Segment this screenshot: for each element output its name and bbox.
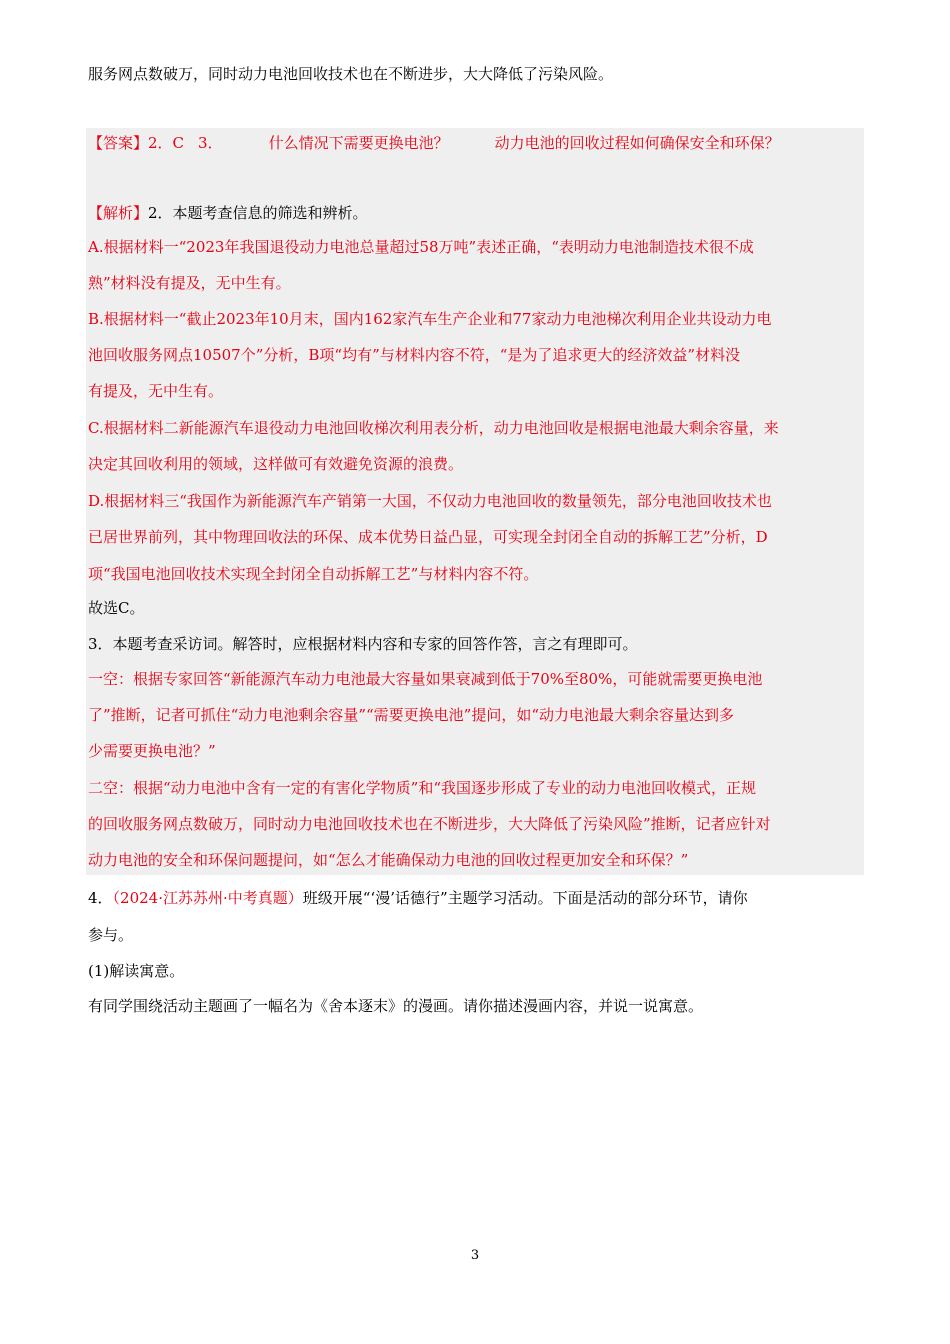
analysis-c-line2: 决定其回收利用的领域，这样做可有效避免资源的浪费。 xyxy=(88,455,464,473)
analysis-c-line1: C.根据材料二新能源汽车退役动力电池回收梯次利用表分析，动力电池回收是根据电池最大剩余容量，来 xyxy=(88,419,779,437)
analysis-b-line2: 池回收服务网点10507个”分析，B项“均有”与材料内容不符，“是为了追求更大的经济效益”材料没 xyxy=(88,346,741,364)
analysis-tag: 【解析】 xyxy=(88,204,149,222)
analysis-head-line xyxy=(88,203,368,223)
analysis-d-line1: D.根据材料三“我国作为新能源汽车产销第一大国，不仅动力电池回收的数量领先，部分电池回收技术也 xyxy=(88,492,772,510)
analysis-choice: 故选C。 xyxy=(88,599,145,617)
analysis-head: 2．本题考查信息的筛选和辨析。 xyxy=(148,204,368,222)
analysis-blank1-line1: 一空：根据专家回答“新能源汽车动力电池最大容量如果衰减到低于70%至80%，可能就需要更换电池 xyxy=(88,670,763,688)
analysis-d-line3: 项“我国电池回收技术实现全封闭全自动拆解工艺”与材料内容不符。 xyxy=(88,565,539,583)
analysis-blank2-line1: 二空：根据“动力电池中含有一定的有害化学物质”和“我国逐步形成了专业的动力电池回收模式，正规 xyxy=(88,779,757,797)
analysis-blank2-line3: 动力电池的安全和环保问题提问，如“怎么才能确保动力电池的回收过程更加安全和环保？” xyxy=(88,851,689,869)
answer-q3-part2: 动力电池的回收过程如何确保安全和环保？ xyxy=(494,134,780,152)
answer-line xyxy=(88,133,780,153)
analysis-a-line2: 熟”材料没有提及，无中生有。 xyxy=(88,274,291,292)
question4-line2: 参与。 xyxy=(88,926,134,944)
analysis-blank2-line2: 的回收服务网点数破万，同时动力电池回收技术也在不断进步，大大降低了污染风险”推断，记者应针对 xyxy=(88,815,771,833)
question4-number: 4． xyxy=(88,889,113,907)
question4-sub1: (1)解读寓意。 xyxy=(88,962,185,980)
question4-source: （2024·江苏苏州·中考真题） xyxy=(112,889,303,907)
page-number: 3 xyxy=(470,1248,480,1263)
intro-line: 服务网点数破万，同时动力电池回收技术也在不断进步，大大降低了污染风险。 xyxy=(88,65,614,83)
analysis-blank1-line2: 了”推断，记者可抓住“动力电池剩余容量”“需要更换电池”提问，如“动力电池最大剩余容量达到多 xyxy=(88,706,735,724)
question4-text: 班级开展“‘漫’话德行”主题学习活动。下面是活动的部分环节，请你 xyxy=(302,889,748,907)
answer-q3-part1: 什么情况下需要更换电池？ xyxy=(268,134,449,152)
analysis-d-line2: 已居世界前列，其中物理回收法的环保、成本优势日益凸显，可实现全封闭全自动的拆解工艺”分析，D xyxy=(88,528,768,546)
question4-prompt: 有同学围绕活动主题画了一幅名为《舍本逐末》的漫画。请你描述漫画内容，并说一说寓意。 xyxy=(88,997,704,1015)
answer-q2: 2．C xyxy=(148,134,185,152)
analysis-b-line3: 有提及，无中生有。 xyxy=(88,382,224,400)
question4-line1 xyxy=(88,888,748,908)
analysis-a-line1: A.根据材料一“2023年我国退役动力电池总量超过58万吨”表述正确，“表明动力电池制造技术很不成 xyxy=(88,238,754,256)
answer-tag: 【答案】 xyxy=(88,134,149,152)
analysis-q3-head: 3．本题考查采访词。解答时，应根据材料内容和专家的回答作答，言之有理即可。 xyxy=(88,635,638,653)
analysis-blank1-line3: 少需要更换电池？” xyxy=(88,742,216,760)
answer-q3: 3． xyxy=(198,134,223,152)
analysis-b-line1: B.根据材料一“截止2023年10月末，国内162家汽车生产企业和77家动力电池梯次利用企业共设动力电 xyxy=(88,310,772,328)
